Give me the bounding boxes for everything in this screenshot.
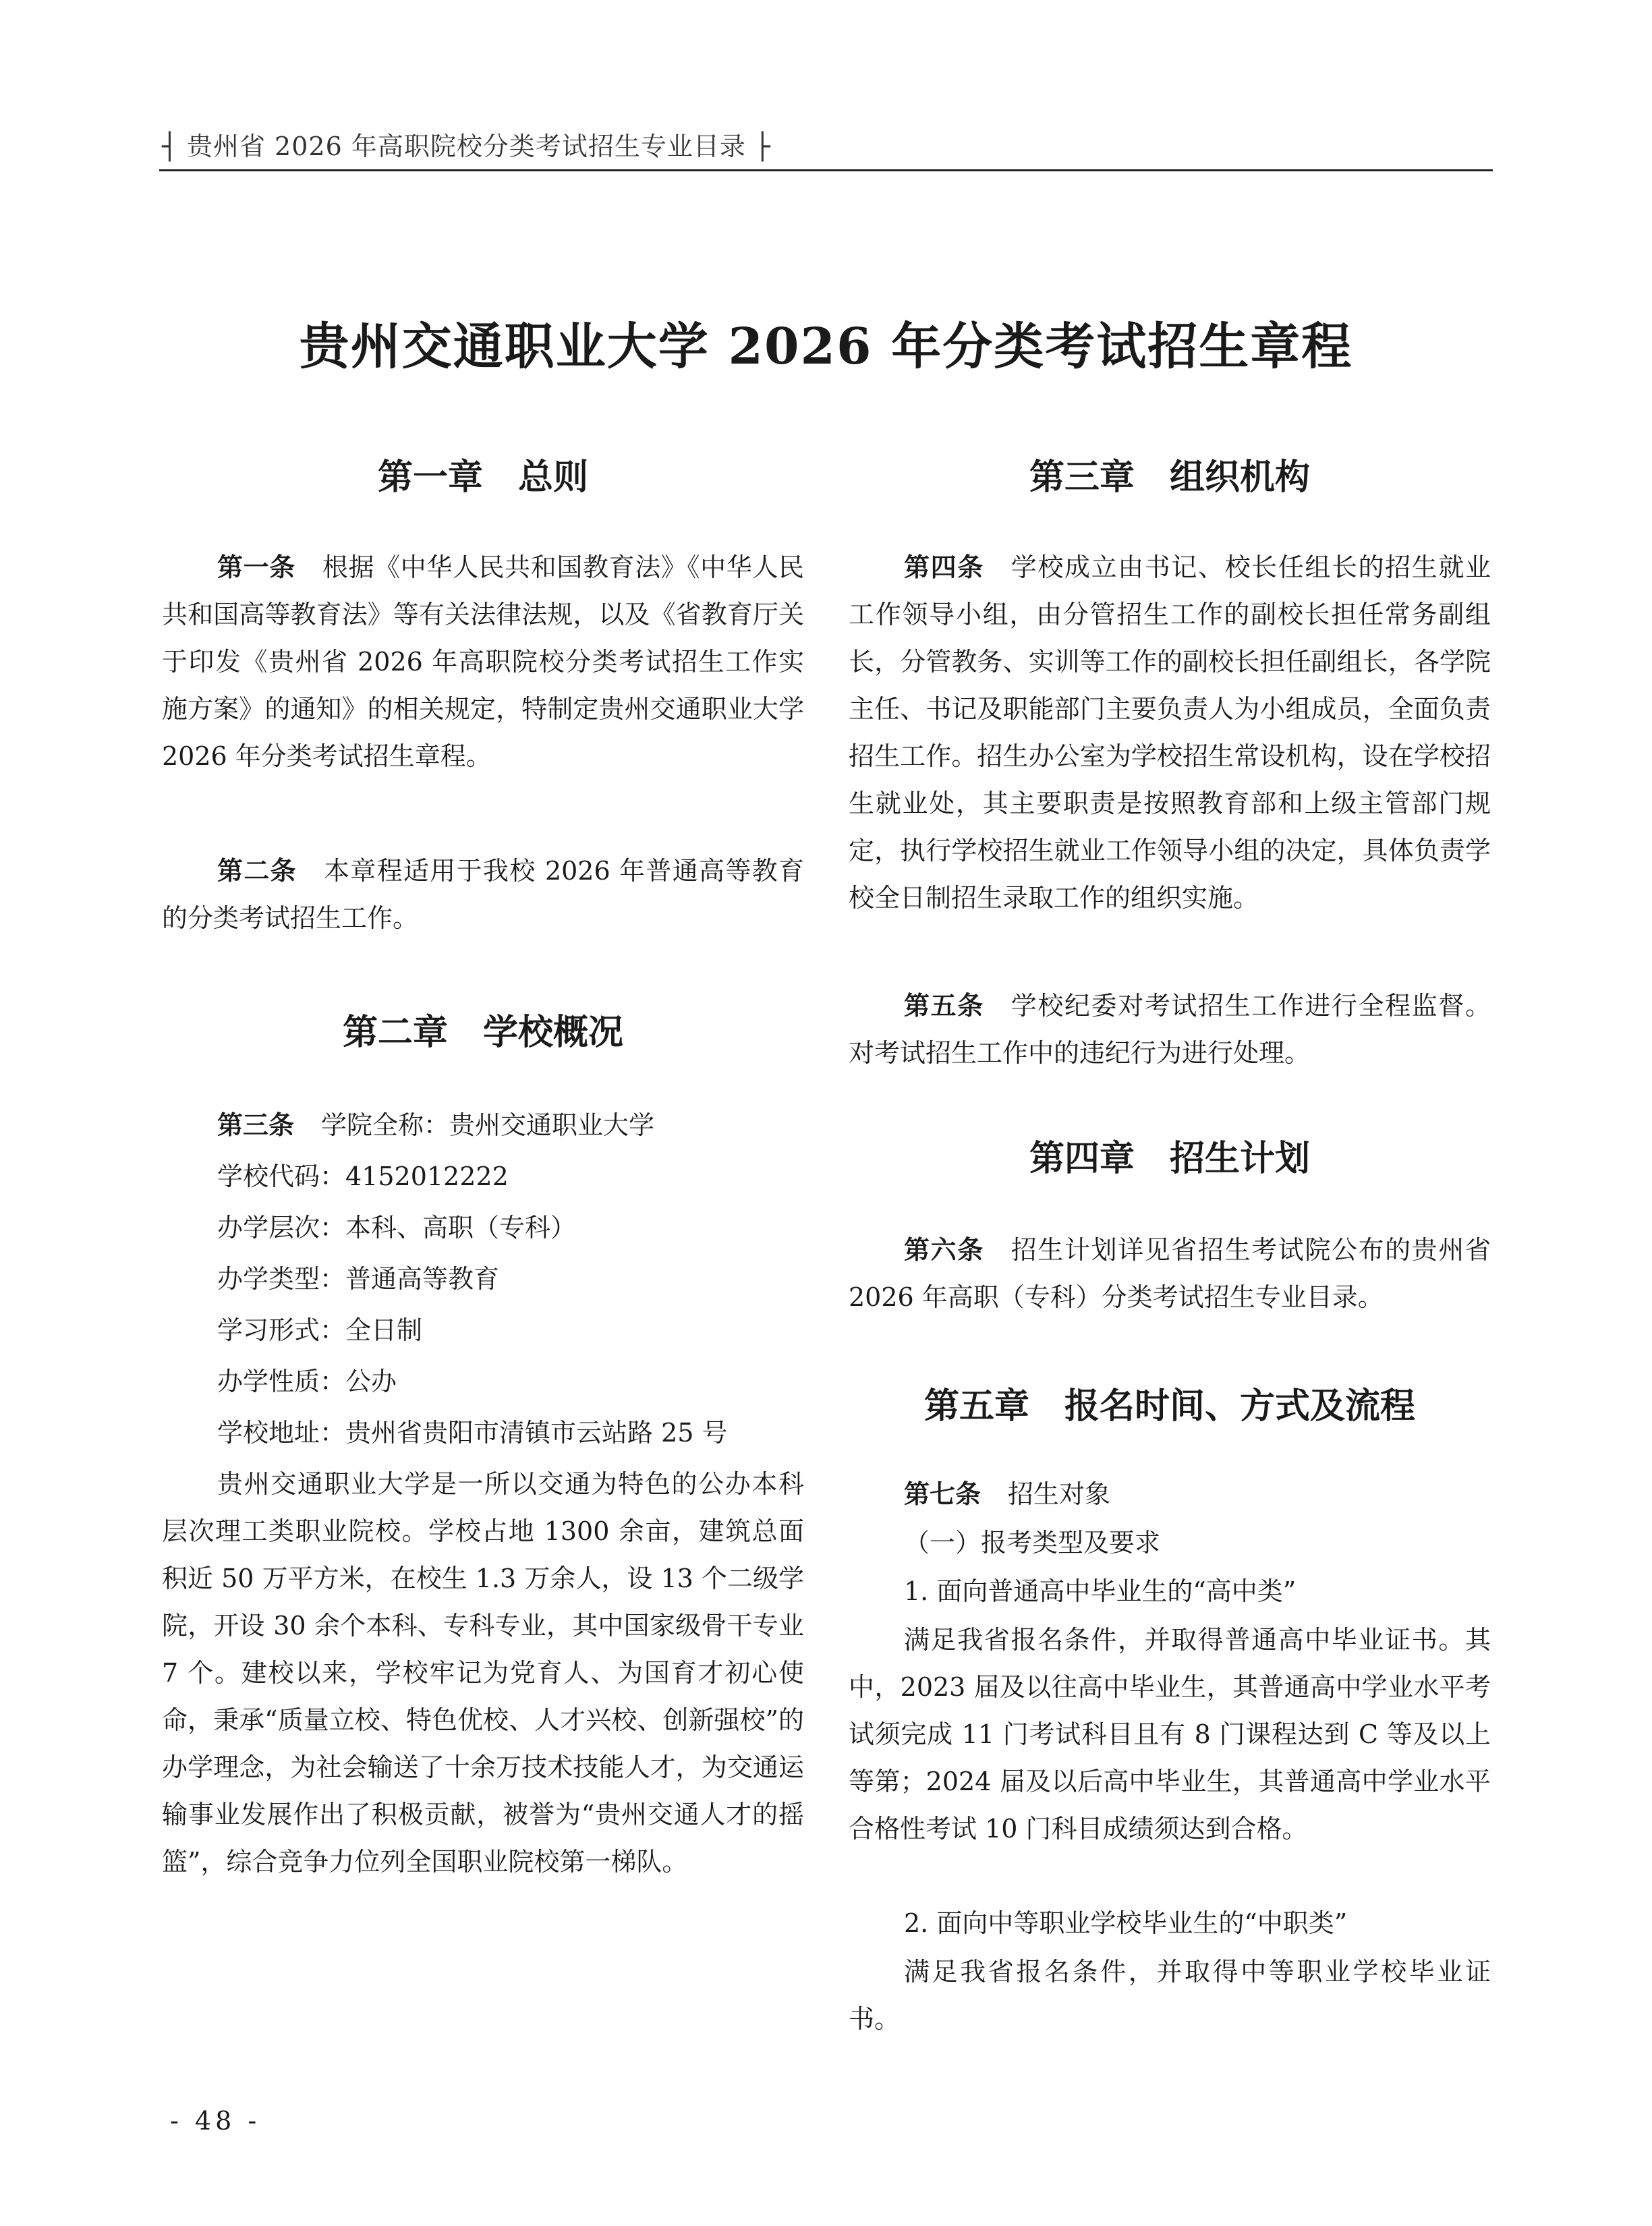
chapter-3-heading: 第三章 组织机构 <box>1029 457 1310 498</box>
chapter-4-heading: 第四章 招生计划 <box>1029 1139 1310 1179</box>
item-2-text: 满足我省报名条件，并取得中等职业学校毕业证书。 <box>849 1957 1491 2034</box>
study-form: 学习形式：全日制 <box>217 1315 423 1345</box>
item-2-heading: 2. 面向中等职业学校毕业生的“中职类” <box>904 1908 1348 1938</box>
school-nature: 办学性质：公办 <box>217 1367 397 1396</box>
article-5-text: 学校纪委对考试招生工作进行全程监督。对考试招生工作中的违纪行为进行处理。 <box>849 991 1491 1068</box>
school-level: 办学层次：本科、高职（专科） <box>217 1213 577 1243</box>
item-1-text: 满足我省报名条件，并取得普通高中毕业证书。其中，2023 届及以往高中毕业生，其普通高中学业水平考试须完成 11 门考试科目且有 8 门课程达到 C 等及以上等第；2024 届及以后高中毕业生，其普通高中学业水平合格性考试 10 门科目成绩须达到合格。 <box>849 1625 1491 1844</box>
item-1-heading: 1. 面向普通高中毕业生的“高中类” <box>904 1576 1297 1606</box>
article-7 <box>904 1471 1491 1518</box>
school-type: 办学类型：普通高等教育 <box>217 1264 500 1294</box>
running-header: ┤ 贵州省 2026 年高职院校分类考试招生专业目录 ├ <box>162 132 771 161</box>
article-6-text: 招生计划详见省招生考试院公布的贵州省 2026 年高职（专科）分类考试招生专业目录。 <box>849 1235 1491 1312</box>
document-title: 贵州交通职业大学 2026 年分类考试招生章程 <box>299 318 1353 376</box>
article-1-label: 第一条 <box>217 552 295 582</box>
article-4-text: 学校成立由书记、校长任组长的招生就业工作领导小组，由分管招生工作的副校长担任常务副组长，分管教务、实训等工作的副校长担任副组长，各学院主任、书记及职能部门主要负责人为小组成员，全面负责招生工作。招生办公室为学校招生常设机构，设在学校招生就业处，其主要职责是按照教育部和上级主管部门规定，执行学校招生就业工作领导小组的决定，具体负责学校全日制招生录取工作的组织实施。 <box>849 552 1491 913</box>
article-3-label: 第三条 <box>217 1110 295 1140</box>
chapter-5-heading: 第五章 报名时间、方式及流程 <box>923 1386 1415 1427</box>
school-full-name: 学院全称：贵州交通职业大学 <box>321 1110 655 1140</box>
page-number: - 48 - <box>170 2106 261 2136</box>
article-1-text: 根据《中华人民共和国教育法》《中华人民共和国高等教育法》等有关法律法规，以及《省教育厅关于印发《贵州省 2026 年高职院校分类考试招生工作实施方案》的通知》的相关规定，特制定贵州交通职业大学 2026 年分类考试招生章程。 <box>162 552 804 771</box>
article-4 <box>849 544 1491 921</box>
article-5 <box>849 982 1491 1077</box>
article-1 <box>162 544 804 780</box>
school-code: 学校代码：4152012222 <box>217 1162 509 1191</box>
chapter-1-heading: 第一章 总则 <box>377 457 588 498</box>
article-2-text: 本章程适用于我校 2026 年普通高等教育的分类考试招生工作。 <box>162 856 804 933</box>
chapter-2-heading: 第二章 学校概况 <box>342 1012 623 1053</box>
school-introduction: 贵州交通职业大学是一所以交通为特色的公办本科层次理工类职业院校。学校占地 1300 余亩，建筑总面积近 50 万平方米，在校生 1.3 万余人，设 13 个二级学院，开设 30 余个本科、专科专业，其中国家级骨干专业 7 个。建校以来，学校牢记为党育人、为国育才初心使命，秉承“质量立校、特色优校、人才兴校、创新强校”的办学理念，为社会输送了十余万技术技能人才，为交通运输事业发展作出了积极贡献，被誉为“贵州交通人才的摇篮”，综合竞争力位列全国职业院校第一梯队。 <box>162 1469 804 1877</box>
article-7-text: 招生对象 <box>1008 1479 1111 1509</box>
article-6 <box>849 1226 1491 1321</box>
article-6-label: 第六条 <box>904 1234 984 1265</box>
article-5-label: 第五条 <box>904 990 984 1021</box>
article-2-label: 第二条 <box>217 855 297 886</box>
right-column <box>849 0 1491 2226</box>
article-2 <box>162 847 804 942</box>
left-column <box>162 0 804 2226</box>
article-7-label: 第七条 <box>904 1479 981 1509</box>
school-address: 学校地址：贵州省贵阳市清镇市云站路 25 号 <box>217 1418 728 1448</box>
article-4-label: 第四条 <box>904 552 984 582</box>
subsection-1-heading: （一）报考类型及要求 <box>904 1528 1161 1558</box>
article-3-line-1 <box>217 1102 804 1149</box>
